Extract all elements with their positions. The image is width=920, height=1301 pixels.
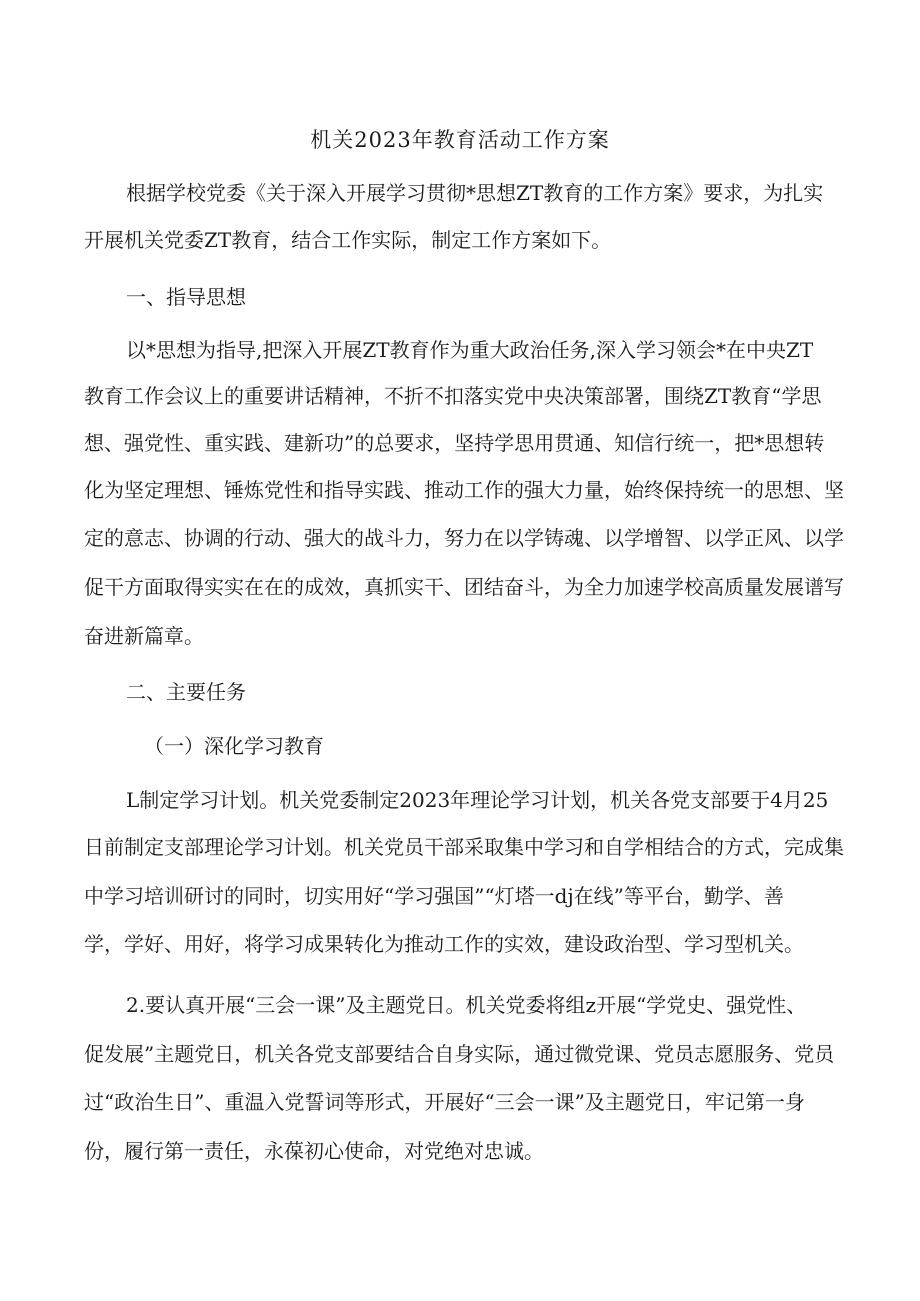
intro-line-1: 根据学校党委《关于深入开展学习贯彻*思想ZT教育的工作方案》要求，为扎实 (126, 181, 824, 205)
paragraph-line: 促干方面取得实实在在的成效，真抓实干、团结奋斗，为全力加速学校高质量发展谱写 (84, 575, 844, 599)
document-title: 机关2023年教育活动工作方案 (310, 128, 610, 152)
paragraph-line: 日前制定支部理论学习计划。机关党员干部采取集中学习和自学相结合的方式，完成集 (84, 835, 844, 859)
paragraph-line: 中学习培训研讨的同时，切实用好“学习强国”“灯塔一dj在线”等平台，勤学、善 (84, 884, 784, 908)
paragraph-line: 定的意志、协调的行动、强大的战斗力，努力在以学铸魂、以学增智、以学正风、以学 (84, 526, 844, 550)
paragraph-line: 奋进新篇章。 (84, 624, 204, 648)
intro-line-2: 开展机关党委ZT教育，结合工作实际，制定工作方案如下。 (84, 228, 612, 252)
paragraph-line: 份，履行第一责任，永葆初心使命，对党绝对忠诚。 (84, 1139, 544, 1163)
paragraph-line: 过“政治生日”、重温入党誓词等形式，开展好“三会一课”及主题党日，牢记第一身 (84, 1090, 805, 1114)
paragraph-line: L制定学习计划。机关党委制定2023年理论学习计划，机关各党支部要于4月25 (126, 788, 829, 812)
paragraph-line: 学，学好、用好，将学习成果转化为推动工作的实效，建设政治型、学习型机关。 (84, 932, 804, 956)
paragraph-line: 化为坚定理想、锤炼党性和指导实践、推动工作的强大力量，始终保持统一的思想、坚 (84, 478, 844, 502)
paragraph-line: 想、强党性、重实践、建新功”的总要求，坚持学思用贯通、知信行统一，把*思想转 (84, 431, 825, 455)
section-heading-main-tasks: 二、主要任务 (126, 680, 246, 704)
paragraph-line: 促发展”主题党日，机关各党支部要结合自身实际，通过微党课、党员志愿服务、党员 (84, 1042, 835, 1066)
subsection-heading-study: （一）深化学习教育 (144, 734, 324, 758)
paragraph-line: 以*思想为指导,把深入开展ZT教育作为重大政治任务,深入学习领会*在中央ZT (126, 338, 814, 362)
paragraph-line: 教育工作会议上的重要讲话精神，不折不扣落实党中央决策部署，围绕ZT教育“学思 (84, 384, 822, 408)
section-heading-guiding-thought: 一、指导思想 (126, 285, 246, 309)
paragraph-line: 2.要认真开展“三会一课”及主题党日。机关党委将组z开展“学党史、强党性、 (126, 993, 807, 1017)
